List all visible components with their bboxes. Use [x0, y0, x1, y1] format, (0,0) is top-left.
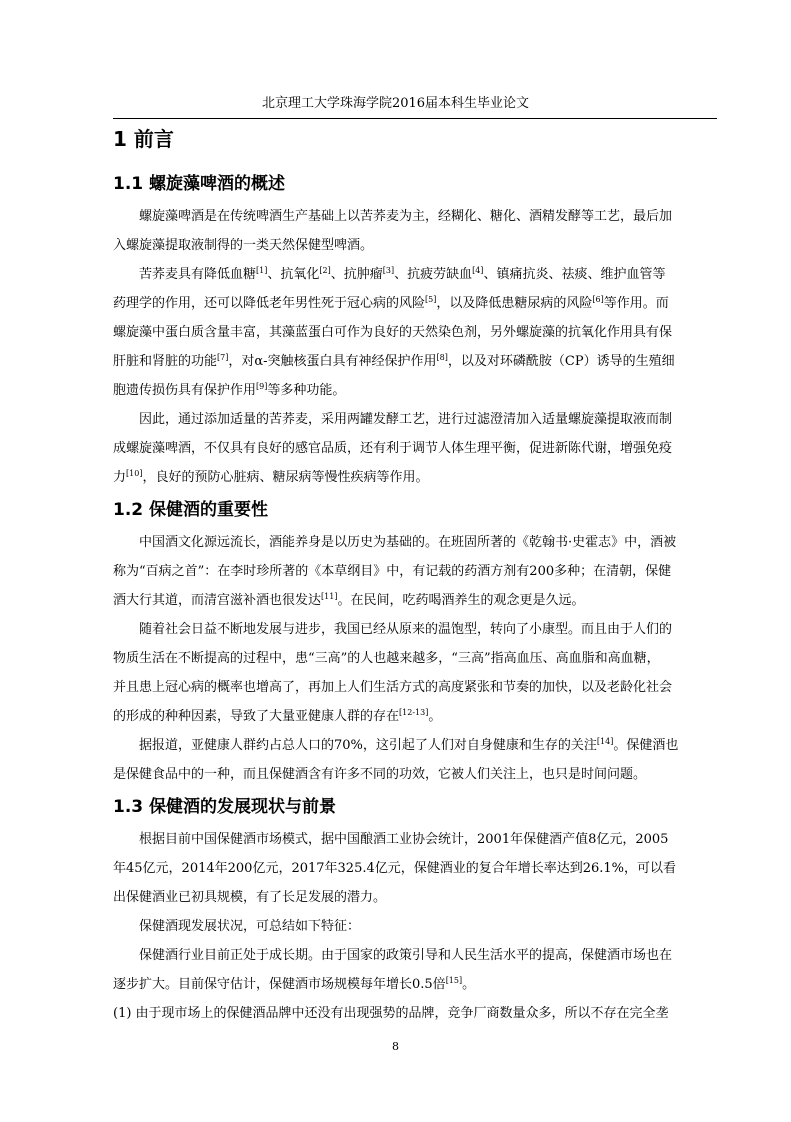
citation-ref: [11] — [321, 592, 338, 601]
text-run: 随着社会日益不断地发展与进步，我国已经从原来的温饱型，转向了小康型。而且由于人们的 — [139, 622, 673, 637]
text-run: 保健酒行业目前正处于成长期。由于国家的政策引导和人民生活水平的提高，保健酒市场也在 — [139, 948, 673, 963]
text-run: 。在民间，吃药喝酒养生的观念更是久远。 — [337, 593, 585, 608]
paragraph-line: 年45亿元，2014年200亿元，2017年325.4亿元，保健酒业的复合年增长率达到26.1%，可以看 — [113, 861, 677, 876]
paragraph-line: 出保健酒业已初具规模，有了长足发展的潜力。 — [113, 890, 387, 905]
paragraph-line: 入螺旋藻提取液制得的一类天然保健型啤酒。 — [113, 238, 374, 253]
page-number: 8 — [392, 1040, 399, 1053]
text-run: 的形成的种种因素，导致了大量亚健康人群的存在 — [113, 709, 400, 724]
citation-ref: [15] — [445, 976, 463, 985]
text-run: 肝脏和肾脏的功能 — [113, 354, 218, 369]
text-run: 。 — [428, 709, 442, 724]
paragraph-line — [113, 376, 717, 405]
section-1-3-body — [113, 825, 717, 1028]
text-run: 。保健酒也 — [613, 738, 679, 753]
text-run: 、抗肿瘤 — [330, 267, 383, 282]
text-run: 逐步扩大。目前保守估计，保健酒市场规模每年增长0.5倍 — [113, 977, 446, 992]
paragraph — [113, 260, 717, 289]
citation-ref: [1] — [256, 266, 268, 275]
citation-ref: [14] — [596, 737, 614, 746]
paragraph-line — [113, 586, 717, 615]
header-rule — [113, 118, 717, 119]
citation-ref: [5] — [425, 295, 437, 304]
citation-ref: [6] — [592, 295, 604, 304]
chapter-title: 1 前言 — [113, 127, 174, 151]
citation-ref: [4] — [472, 266, 484, 275]
text-run: 成螺旋藻啤酒，不仅具有良好的感官品质，还有利于调节人体生理平衡，促进新陈代谢，增强免疫 — [113, 441, 673, 456]
running-header: 北京理工大学珠海学院2016届本科生毕业论文 — [261, 96, 530, 111]
text-run: 、抗疲劳缺血 — [394, 267, 473, 282]
paragraph: 根据目前中国保健酒市场模式，据中国酿酒工业协会统计，2001年保健酒产值8亿元，2005 — [139, 832, 669, 847]
citation-ref: [10] — [126, 469, 143, 478]
paragraph-line — [113, 644, 717, 673]
text-run: 螺旋藻中蛋白质含量丰富，其藻蓝蛋白可作为良好的天然染色剂，另外螺旋藻的抗氧化作用具有保 — [113, 325, 673, 340]
page-content — [113, 124, 717, 1028]
paragraph — [113, 405, 717, 434]
paragraph-line — [113, 702, 717, 731]
text-run: 力 — [113, 470, 127, 485]
citation-ref: [9] — [256, 382, 268, 391]
paragraph-line — [113, 434, 717, 463]
list-item: (1) 由于现市场上的保健酒品牌中还没有出现强势的品牌，竞争厂商数量众多，所以不存在完全垄 — [113, 1006, 669, 1021]
section-1-1-body — [113, 202, 717, 492]
paragraph-line — [113, 970, 717, 999]
text-run: 药理学的作用，还可以降低老年男性死于冠心病的风险 — [113, 296, 426, 311]
section-1-2-body — [113, 528, 717, 789]
section-1-1-title: 1.1 螺旋藻啤酒的概述 — [113, 174, 286, 194]
text-run: 据报道，亚健康人群约占总人口的70%，这引起了人们对自身健康和生存的关注 — [139, 738, 597, 753]
text-run: ，以及降低患糖尿病的风险 — [436, 296, 593, 311]
paragraph-line — [113, 557, 717, 586]
section-1-3-title: 1.3 保健酒的发展现状与前景 — [113, 797, 337, 817]
text-run: 、抗氧化 — [267, 267, 320, 282]
paragraph: 螺旋藻啤酒是在传统啤酒生产基础上以苦荞麦为主，经糊化、糖化、酒精发酵等工艺，最后加 — [139, 209, 673, 224]
citation-ref: [2] — [319, 266, 331, 275]
text-run: 因此，通过添加适量的苦荞麦，采用两罐发酵工艺，进行过滤澄清加入适量螺旋藻提取液而制 — [139, 412, 673, 427]
paragraph-line — [113, 347, 717, 376]
paragraph: 保健酒现发展状况，可总结如下特征： — [139, 919, 361, 934]
section-1-2-title: 1.2 保健酒的重要性 — [113, 500, 269, 520]
paragraph-line — [113, 673, 717, 702]
text-run: 是保健食品中的一种，而且保健酒含有许多不同的功效，它被人们关注上，也只是时间问题。 — [113, 767, 647, 782]
paragraph — [113, 528, 717, 557]
paragraph — [113, 615, 717, 644]
paragraph — [113, 731, 717, 760]
text-run: ，以及对环磷酰胺（CP）诱导的生殖细 — [447, 354, 675, 369]
paragraph-line — [113, 318, 717, 347]
paragraph-line — [113, 760, 717, 789]
text-run: 物质生活在不断提高的过程中，患“三高”的人也越来越多，“三高”指高血压、高血脂和高血糖， — [113, 651, 660, 666]
citation-ref: [8] — [436, 353, 448, 362]
text-run: ，良好的预防心脏病、糖尿病等慢性疾病等作用。 — [142, 470, 429, 485]
text-run: 并且患上冠心病的概率也增高了，再加上人们生活方式的高度紧张和节奏的加快，以及老龄化社会 — [113, 680, 673, 695]
text-run: 酒大行其道，而清宫滋补酒也很发达 — [113, 593, 322, 608]
text-run: 中国酒文化源远流长，酒能养身是以历史为基础的。在班固所著的《乾翰书·史霍志》中，酒被 — [139, 535, 677, 550]
text-run: 等作用。而 — [603, 296, 669, 311]
text-run: 。 — [462, 977, 476, 992]
text-run: 苦荞麦具有降低血糖 — [139, 267, 257, 282]
text-run: 等多种功能。 — [267, 383, 346, 398]
text-run: 胞遗传损伤具有保护作用 — [113, 383, 257, 398]
paragraph-line — [113, 463, 717, 492]
citation-ref: [3] — [382, 266, 395, 275]
citation-ref: [7] — [217, 353, 229, 362]
text-run: ，对α-突触核蛋白具有神经保护作用 — [228, 354, 437, 369]
paragraph — [113, 941, 717, 970]
paragraph-line — [113, 289, 717, 318]
citation-ref: [12-13] — [399, 708, 429, 717]
text-run: 称为“百病之首”：在李时珍所著的《本草纲目》中，有记载的药酒方剂有200多种；在清朝，保健 — [113, 564, 672, 579]
text-run: 、镇痛抗炎、祛痰、维护血管等 — [483, 267, 666, 282]
